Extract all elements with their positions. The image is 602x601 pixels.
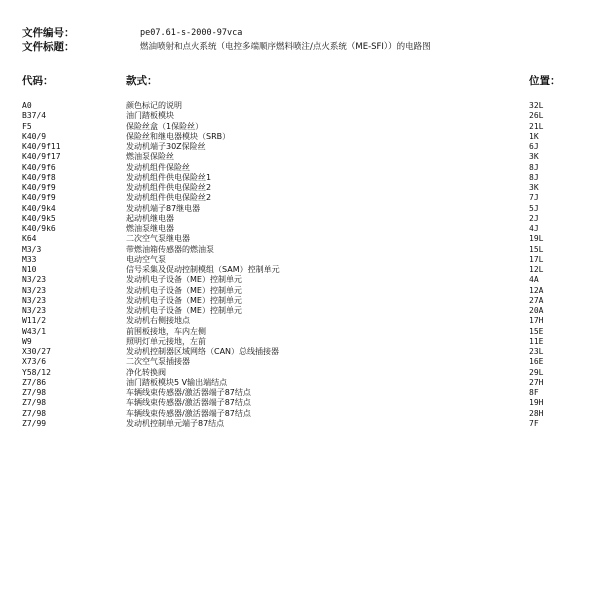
component-list	[0, 101, 602, 429]
list-item	[0, 275, 602, 285]
column-header-code: 代码：	[22, 75, 54, 87]
component-code: Z7/98	[22, 398, 47, 408]
component-position: 23L	[529, 347, 544, 356]
component-position: 11E	[529, 336, 544, 346]
component-position: 4J	[529, 224, 539, 233]
list-item	[0, 142, 602, 152]
doc-number-label: 文件编号：	[22, 27, 75, 39]
component-code: B37/4	[22, 111, 47, 121]
component-description: 起动机继电器	[126, 213, 174, 223]
component-position: 4A	[529, 275, 539, 285]
component-position: 3K	[529, 152, 539, 162]
list-item	[0, 306, 602, 316]
component-position: 21L	[529, 121, 544, 131]
component-description: 二次空气泵插接器	[126, 357, 190, 367]
component-code: K64	[22, 234, 37, 244]
component-code: Z7/98	[22, 408, 47, 418]
component-code: K40/9k5	[22, 213, 56, 223]
component-description: 保险丝盒（1保险丝）	[126, 121, 204, 131]
component-description: 发动机控制器区域网络（CAN）总线插接器	[126, 347, 280, 356]
doc-title-label: 文件标题：	[22, 41, 75, 53]
list-item	[0, 224, 602, 234]
component-description: 净化转换阀	[126, 367, 166, 377]
component-code: F5	[22, 121, 32, 131]
component-description: 信号采集及促动控制模组（SAM）控制单元	[126, 265, 280, 274]
component-code: W43/1	[22, 326, 47, 336]
list-item	[0, 327, 602, 337]
component-position: 6J	[529, 142, 539, 151]
list-item	[0, 152, 602, 162]
list-item	[0, 286, 602, 296]
component-position: 19H	[529, 398, 544, 408]
component-description: 发动机控制单元端子87结点	[126, 418, 225, 428]
component-code: K40/9f17	[22, 152, 61, 162]
list-item	[0, 347, 602, 357]
component-code: K40/9f9	[22, 183, 56, 192]
component-position: 17H	[529, 316, 544, 326]
list-item	[0, 316, 602, 326]
list-item	[0, 111, 602, 121]
component-description: 发动机端子30Z保险丝	[126, 142, 206, 151]
component-description: 二次空气泵继电器	[126, 234, 190, 244]
component-description: 发动机右侧接地点	[126, 316, 190, 326]
component-position: 7J	[529, 193, 539, 203]
component-description: 发动机组件保险丝	[126, 162, 190, 172]
component-description: 照明灯单元接地，左前	[126, 336, 206, 346]
component-description: 发动机组件供电保险丝2	[126, 193, 212, 203]
component-description: 发动机组件供电保险丝1	[126, 172, 212, 182]
component-code: N3/23	[22, 285, 47, 295]
component-description: 车辆线束传感器/激活器端子87结点	[126, 388, 251, 397]
component-position: 28H	[529, 408, 544, 418]
list-item	[0, 245, 602, 255]
component-code: X30/27	[22, 347, 51, 356]
list-item	[0, 132, 602, 142]
component-position: 16E	[529, 357, 544, 367]
component-position: 17L	[529, 254, 544, 264]
component-position: 27A	[529, 295, 544, 305]
column-header-position: 位置：	[529, 75, 561, 87]
component-description: 发动机端子87继电器	[126, 203, 201, 213]
component-position: 8J	[529, 172, 539, 182]
component-description: 燃油泵继电器	[126, 224, 174, 233]
component-code: Y58/12	[22, 367, 51, 377]
list-item	[0, 234, 602, 244]
list-item	[0, 193, 602, 203]
column-header-description: 款式：	[126, 75, 158, 87]
component-position: 15E	[529, 326, 544, 336]
list-item	[0, 265, 602, 275]
doc-number-value: pe07.61-s-2000-97vca	[140, 28, 243, 38]
list-item	[0, 183, 602, 193]
component-position: 12A	[529, 285, 544, 295]
component-description: 发动机电子设备（ME）控制单元	[126, 275, 242, 285]
component-code: W9	[22, 336, 32, 346]
list-item	[0, 173, 602, 183]
list-item	[0, 337, 602, 347]
list-item	[0, 409, 602, 419]
component-description: 油门踏板模块	[126, 111, 174, 121]
component-description: 车辆线束传感器/激活器端子87结点	[126, 398, 251, 408]
component-code: Z7/99	[22, 418, 47, 428]
component-description: 前围板接地，车内左侧	[126, 326, 206, 336]
component-code: K40/9k6	[22, 224, 56, 233]
component-position: 29L	[529, 367, 544, 377]
component-description: 燃油泵保险丝	[126, 152, 174, 162]
component-position: 32L	[529, 101, 544, 110]
component-description: 发动机组件供电保险丝2	[126, 183, 212, 192]
component-description: 车辆线束传感器/激活器端子87结点	[126, 408, 251, 418]
list-item	[0, 388, 602, 398]
component-code: K40/9f6	[22, 162, 56, 172]
component-code: W11/2	[22, 316, 47, 326]
list-item	[0, 419, 602, 429]
component-code: N3/23	[22, 306, 47, 315]
list-item	[0, 255, 602, 265]
component-code: A0	[22, 101, 32, 110]
component-description: 发动机电子设备（ME）控制单元	[126, 285, 242, 295]
component-description: 油门踏板模块5 V输出端结点	[126, 377, 228, 387]
component-description: 带燃油箱传感器的燃油泵	[126, 244, 214, 254]
component-code: N10	[22, 265, 37, 274]
list-item	[0, 204, 602, 214]
component-position: 15L	[529, 244, 544, 254]
list-item	[0, 214, 602, 224]
component-position: 20A	[529, 306, 544, 315]
component-description: 发动机电子设备（ME）控制单元	[126, 295, 242, 305]
component-position: 5J	[529, 203, 539, 213]
list-item	[0, 296, 602, 306]
component-code: Z7/98	[22, 388, 47, 397]
list-item	[0, 122, 602, 132]
component-position: 7F	[529, 418, 539, 428]
component-position: 27H	[529, 377, 544, 387]
component-code: K40/9k4	[22, 203, 56, 213]
doc-title-value: 燃油喷射和点火系统（电控多端顺序燃料喷注/点火系统（ME-SFI））的电路图	[140, 42, 431, 52]
component-position: 19L	[529, 234, 544, 244]
component-description: 颜色标记的说明	[126, 101, 182, 110]
list-item	[0, 357, 602, 367]
component-code: K40/9f9	[22, 193, 56, 203]
list-item	[0, 398, 602, 408]
component-position: 1K	[529, 131, 539, 141]
list-item	[0, 101, 602, 111]
component-position: 3K	[529, 183, 539, 192]
component-code: K40/9f8	[22, 172, 56, 182]
component-code: M3/3	[22, 244, 42, 254]
list-item	[0, 378, 602, 388]
component-code: N3/23	[22, 295, 47, 305]
component-position: 8J	[529, 162, 539, 172]
component-code: K40/9	[22, 131, 47, 141]
component-code: K40/9f11	[22, 142, 61, 151]
component-code: X73/6	[22, 357, 47, 367]
component-description: 保险丝和继电器模块（SRB）	[126, 131, 231, 141]
component-description: 电动空气泵	[126, 254, 166, 264]
component-code: Z7/86	[22, 377, 47, 387]
component-position: 26L	[529, 111, 544, 121]
component-code: N3/23	[22, 275, 47, 285]
component-code: M33	[22, 254, 37, 264]
list-item	[0, 368, 602, 378]
component-position: 8F	[529, 388, 539, 397]
list-item	[0, 163, 602, 173]
component-position: 2J	[529, 213, 539, 223]
component-position: 12L	[529, 265, 544, 274]
component-description: 发动机电子设备（ME）控制单元	[126, 306, 242, 315]
